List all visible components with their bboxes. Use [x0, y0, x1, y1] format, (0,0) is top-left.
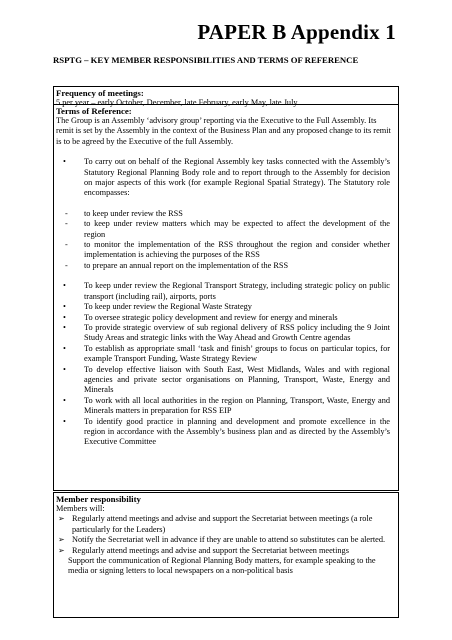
dash-marker: - [65, 240, 68, 250]
document-subtitle: RSPTG – KEY MEMBER RESPONSIBILITIES AND TERMS OF REFERENCE [53, 55, 359, 65]
list-item [56, 313, 396, 323]
list-item [56, 281, 396, 302]
list-item-text: To carry out on behalf of the Regional Assembly key tasks connected with the Assembly’s Statutory Regional Planning Body role and to report through to the Assembly for decision on major aspects of this work (for example Regional Spatial Strategy). The Statutory role encompasses: [84, 157, 390, 198]
bullet-marker: • [63, 343, 66, 353]
list-item-text: to monitor the implementation of the RSS throughout the region and consider whether implementation is achieving the purposes of the RSS [84, 240, 390, 260]
list-item-text: Regularly attend meetings and advise and support the Secretariat between meetings (a role particularly for the Leaders) [72, 514, 373, 534]
list-item-text: To identify good practice in planning and development and promote excellence in the region in accordance with the Assembly’s business plan and as directed by the Assembly’s Executive Committee [84, 416, 390, 447]
arrow-marker-icon: ➢ [58, 514, 65, 524]
list-item-text: To oversee strategic policy development and review for energy and minerals [84, 312, 338, 322]
list-item [56, 209, 396, 219]
bullet-marker: • [63, 322, 66, 332]
dash-marker: - [65, 219, 68, 229]
bullet-marker: • [63, 395, 66, 405]
bullet-marker: • [63, 157, 66, 167]
list-item [56, 417, 396, 448]
page-title: PAPER B Appendix 1 [197, 20, 396, 44]
member-intro: Members will: [56, 504, 105, 513]
list-item [56, 323, 396, 344]
member-section [53, 492, 399, 618]
member-heading: Member responsibility [56, 494, 141, 504]
list-item [56, 396, 396, 417]
terms-intro: The Group is an Assembly ‘advisory group’ reporting via the Executive to the Full Assembly. Its remit is set by the Assembly in the context of the Business Plan and any proposed change to its remit is to be agreed by the Executive of the full Assembly. [56, 116, 391, 146]
bullet-marker: • [63, 416, 66, 426]
arrow-marker-icon: ➢ [58, 545, 65, 555]
list-item [56, 240, 396, 261]
list-item [56, 535, 396, 545]
list-item [56, 261, 396, 271]
list-item-text: To work with all local authorities in the region on Planning, Transport, Waste, Energy and Minerals matters in preparation for RSS EIP [84, 395, 390, 416]
list-item-text: To provide strategic overview of sub regional delivery of RSS policy including the 9 Joint Study Areas and strategic links with the Way Ahead and Growth Centre agendas [84, 322, 390, 343]
list-item [56, 302, 396, 312]
list-item [56, 546, 396, 556]
list-item-text: To develop effective liaison with South East, West Midlands, Wales and with regional agencies and private sector organisations on Planning, Transport, Waste, Energy and Minerals [84, 364, 390, 395]
list-item [56, 344, 396, 365]
list-item [56, 365, 396, 396]
frequency-text: 5 per year – early October, December, late February, early May, late July [56, 98, 298, 107]
statutory-sub-list [56, 209, 396, 271]
bullet-marker: • [63, 302, 66, 312]
frequency-heading: Frequency of meetings: [56, 88, 144, 98]
list-item [56, 514, 396, 535]
list-item-text: to keep under review the RSS [84, 208, 183, 218]
bullet-marker: • [63, 312, 66, 322]
arrow-marker-icon: ➢ [58, 535, 65, 545]
bullet-marker: • [63, 364, 66, 374]
member-list [56, 514, 396, 556]
list-item-text: to prepare an annual report on the implementation of the RSS [84, 260, 289, 270]
terms-section [53, 104, 399, 491]
terms-heading: Terms of Reference: [56, 106, 132, 116]
list-item-text: To establish as appropriate small ‘task and finish’ groups to focus on particular topics, for example Transport Funding, Waste Strategy Review [84, 343, 390, 364]
list-item [56, 157, 396, 199]
list-item-text: to keep under review matters which may be expected to affect the development of the region [84, 219, 390, 239]
dash-marker: - [65, 260, 68, 270]
list-item [56, 219, 396, 240]
list-item-text: To keep under review the Regional Waste Strategy [84, 302, 252, 312]
member-closing: Support the communication of Regional Planning Body matters, for example speaking to the media or signing letters to local newspapers on a non-political basis [68, 556, 376, 576]
list-item-text: Regularly attend meetings and advise and support the Secretariat between meetings [72, 545, 349, 555]
bullet-marker: • [63, 281, 66, 291]
terms-first-bullet-list [56, 157, 396, 199]
list-item-text: To keep under review the Regional Transport Strategy, including strategic policy on public transport (including rail), airports, ports [84, 281, 390, 301]
dash-marker: - [65, 208, 68, 218]
frequency-section [53, 86, 399, 105]
list-item-text: Notify the Secretariat well in advance if they are unable to attend so substitutes can be alerted. [72, 535, 386, 545]
terms-bullet-list [56, 281, 396, 448]
